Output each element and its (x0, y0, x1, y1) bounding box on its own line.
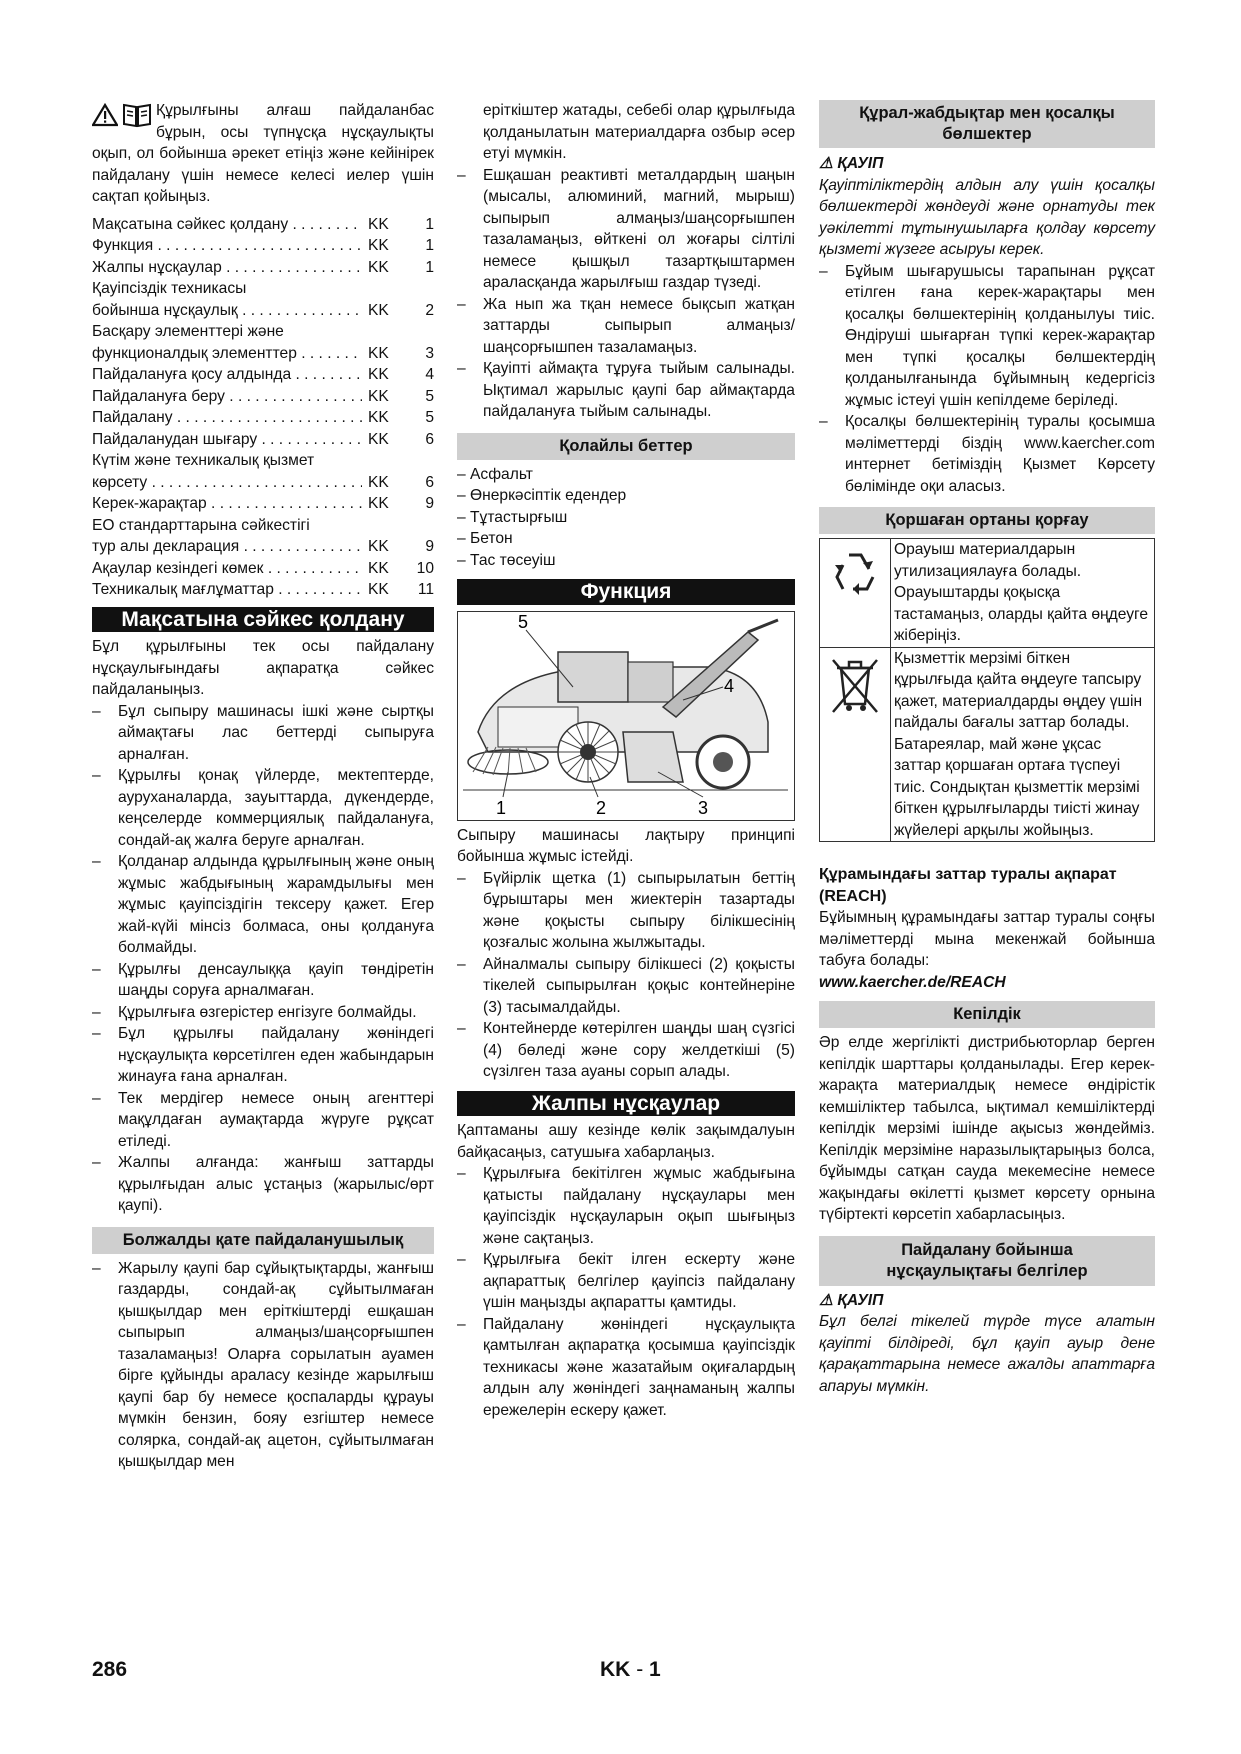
environment-text-disposal: Қызметтік мерзімі біткен құрылғыда қайта өңдеуге тапсыру қажет, материалдарды өңдеу үшін пайдалы бағалы заттар болады. Батареялар, май және ұқсас заттар қоршаған ортаға түспеуі тиіс. Сондықтан қызметтік мерзімі біткен құрылғыларды тиісті жинау жүйелері арқылы жойыңыз. (894, 649, 1143, 839)
warranty-text: Әр елде жергілікті дистрибьюторлар берген кепілдік шарттары қолданылады. Егер керек-жарақта материалдық немесе өндірістік кемшіліктер табылса, ықтимал кемшіліктерді кепілдік мерзімі ішінде ақысыз жөндейміз. Кепілдік мерзіміне наразылықтарыңыз болса, бұйымды сатқан сауда мекемесіне немесе жақындағы өкілетті қызмет көрсету орнына түбіртекті көрсетіп хабарласыңыз. (819, 1034, 1155, 1223)
list-item: – Бұл құрылғы пайдалану жөніндегі нұсқаулықта көрсетілген еден жабындарын жинауға ғана арналған. (92, 1025, 434, 1085)
danger-text: Қауіптіліктердің алдын алу үшін қосалқы бөлшектерді жөндеуді және орнатуды тек уәкілетті тұтынушыларға қолдау көрсету қызметі жүзеге асыруы керек. (819, 176, 1155, 258)
warning-triangle-icon (92, 103, 118, 127)
figure-label-2: 2 (596, 797, 607, 818)
list-item: – Жарылу қаупі бар сұйықтықтарды, жанғыш газдарды, сондай-ақ сұйытылмаған қышқылдар мен еріткіштерді ешқашан сыпырып алмаңыз/шаңсорғышпен тазаламаңыз! Оларға сорылатын ауамен бірге құйынды араласу кезінде жарылғыш қаупі бар бу немесе қоспаларды құрауы мүмкін бензин, бояу езгіштер немесе солярка, сондай-ақ ацетон, сұйытылмаған қышқылдар мен (92, 1259, 434, 1470)
heading-environment: Қоршаған ортаны қорғау (819, 507, 1155, 534)
accessories-list (819, 261, 1155, 498)
list-item: – Қауіпті аймақта тұруға тыйым салынады. Ықтимал жарылыс қаупі бар аймақтарда пайдалануға тыйым салынады. (457, 360, 795, 420)
toc-entry: Функция . . . KK 1 (92, 235, 434, 257)
heading-misuse: Болжалды қате пайдаланушылық (92, 1227, 434, 1254)
crossed-bin-icon (827, 654, 883, 718)
list-item: – Бүйірлік щетка (1) сыпырылатын беттің бұрыштары мен жиектерін тазартады және қоқысты сыпыру білікшесінің қозғалыс жолына жылжытады. (457, 869, 795, 951)
list-item: – Өнеркәсіптік едендер (457, 487, 627, 504)
table-of-contents (92, 214, 434, 601)
intro-block (92, 100, 434, 208)
warning-triangle-icon: ⚠ (819, 1291, 833, 1309)
danger-label: ⚠ ҚАУІП (819, 155, 884, 172)
manual-book-icon (122, 102, 152, 128)
table-row (820, 539, 1154, 648)
toc-entry-line: Қауіпсіздік техникасы (92, 280, 247, 297)
list-item: – Тек мердігер немесе оның агенттері мақұлдаған аумақтарда жүруге рұқсат етіледі. (92, 1089, 434, 1150)
environment-table (819, 538, 1155, 842)
intro-text: пайдаланбас бұрын, осы түпнұсқа нұсқаулықты оқып, ол бойынша әрекет етіңіз және кейінірек пайдалану үшін немесе келесі иелер үшін сақтап қойыңыз. (92, 102, 434, 205)
intro-title: Құрылғыны алғаш (156, 102, 312, 119)
toc-entry: Пайдалануға беру . . . KK 5 (92, 386, 434, 408)
surfaces-list (457, 464, 795, 572)
warning-manual-symbols (92, 102, 152, 128)
general-list (457, 1163, 795, 1421)
heading-surfaces: Қолайлы беттер (457, 433, 795, 460)
reach-text: Бұйымның құрамындағы заттар туралы соңғы мәліметтерді мына мекенжай бойынша табуға болады: (819, 909, 1155, 969)
toc-entry: Мақсатына сәйкес қолдану . . . KK 1 (92, 214, 434, 236)
list-item: – Құрылғыға өзгерістер енгізуге болмайды. (92, 1003, 417, 1021)
list-item: – Бұйым шығарушысы тарапынан рұқсат етілген ғана керек-жарақтары мен қосалқы бөлшектерінің қолданылуы тиіс. Өндіруші шығарған түпкі керек-жарақтар мен түпкі қосалқы бөлшектердің қолданылғанында бұйымның кедергісіз жұмыс істеуі үшін кепілдеме беріледі. (819, 262, 1155, 409)
intended-use-list (92, 701, 434, 1217)
toc-entry: Ақаулар кезіндегі көмек . . . KK 10 (92, 558, 434, 580)
figure-label-5: 5 (518, 611, 529, 632)
column-right (819, 100, 1155, 1397)
list-item: – Пайдалану жөніндегі нұсқаулықта қамтылған ақпаратқа қосымша қауіпсіздік техникасы және жазатайым оқиғалардың алдын алу жөніндегі заңнаманың жалпы ережелерін ескеру қажет. (457, 1315, 795, 1419)
list-item: – Құрылғы денсаулыққа қауіп төндіретін шаңды соруға арналмаған. (92, 960, 434, 999)
list-item: – Бұл сыпыру машинасы ішкі және сыртқы аймақтағы лас беттерді сыпыруға арналған. (92, 702, 434, 763)
toc-entry: Техникалық мағлұматтар . . . KK 11 (92, 579, 434, 601)
list-item: – Жа нып жа тқан немесе бықсып жатқан заттарды сыпырып алмаңыз/шаңсорғышпен тазаламаңыз. (457, 295, 795, 356)
symbols-text: Бұл белгі тікелей түрде түсе алатын қауіпті білдіреді, бұл қауіп ауыр дене қарақаттарына немесе ажалды апаттарға апаруы мүмкін. (819, 1313, 1155, 1395)
toc-entry: Пайдаланудан шығару . . . KK 6 (92, 429, 434, 451)
heading-accessories: Құрал-жабдықтар мен қосалқы бөлшектер (819, 100, 1155, 148)
figure-label-3: 3 (698, 797, 709, 818)
toc-entry: Керек-жарақтар . . . KK 9 (92, 493, 434, 515)
column-left (92, 100, 434, 1473)
column-middle (457, 100, 795, 1421)
section-marker: KK - 1 (600, 1658, 661, 1681)
list-item: – Тұтастырғыш (457, 508, 568, 526)
figure-label-4: 4 (724, 675, 735, 696)
environment-text-packaging: Орауыш материалдарын утилизациялауға болады. Орауыштарды қоқысқа тастамаңыз, оларды қайта өңдеуге жіберіңіз. (894, 541, 1149, 644)
sweeper-illustration (458, 612, 795, 820)
list-item: – Құрылғыға бекіт ілген ескерту және ақпараттық белгілер қауіпсіз пайдалану үшін маңызды ақпаратты қамтиды. (457, 1251, 795, 1311)
list-item: – Айналмалы сыпыру білікшесі (2) қоқысты тікелей сыпырылған қоқыс контейнеріне (3) тасымалдайды. (457, 955, 795, 1016)
danger-label: ⚠ ҚАУІП (819, 1291, 884, 1309)
list-item: – Жалпы алғанда: жанғыш заттарды құрылғыдан алыс ұстаңыз (жарылыс/өрт қаупі). (92, 1154, 434, 1214)
toc-entry-line: Басқару элементтері және (92, 323, 284, 340)
list-item: – Тас төсеуіш (457, 551, 556, 569)
figure-label-1: 1 (496, 797, 507, 818)
sweeper-figure (457, 611, 795, 821)
toc-entry: тур алы декларация . . . KK 9 (92, 536, 434, 558)
heading-general: Жалпы нұсқаулар (457, 1091, 795, 1117)
heading-warranty: Кепілдік (819, 1001, 1155, 1028)
function-list (457, 868, 795, 1083)
intended-use-intro: Бұл құрылғыны тек осы пайдалану нұсқаулығындағы ақпаратқа сәйкес пайдаланыңыз. (92, 638, 434, 698)
table-row (820, 648, 1154, 842)
recycle-icon (827, 545, 883, 601)
reach-link[interactable]: www.kaercher.de/REACH (819, 973, 1006, 991)
list-item: – Ешқашан реактивті металдардың шаңын (мысалы, алюминий, магний, мырыш) сыпырып алмаңыз/шаңсорғышпен тазаламаңыз, өйткені ол жоғары сілтілі немесе қышқыл тазартқыштармен араласқанда жарылғыш газдар түзеді. (457, 166, 795, 291)
toc-entry: функционалдық элементтер . . . KK 3 (92, 343, 434, 365)
list-item: – Қолданар алдында құрылғының және оның жұмыс жабдығының жарамдылығы мен жұмыс қауіпсіздігін тексеру қажет. Егер жай-күйі мінсіз болмаса, оны қолдануға болмайды. (92, 853, 434, 956)
list-item: – Бетон (457, 530, 513, 547)
toc-entry-line: ЕО стандарттарына сәйкестігі (92, 516, 310, 534)
toc-entry: бойынша нұсқаулық . . . KK 2 (92, 300, 434, 322)
heading-intended-use: Мақсатына сәйкес қолдану (92, 607, 434, 633)
list-item: – Құрылғыға бекітілген жұмыс жабдығына қатысты пайдалану нұсқаулары мен қауіпсіздік нұсқауларын оқып шығыңыз және сақтаңыз. (457, 1165, 795, 1247)
page-number: 286 (92, 1658, 128, 1681)
list-item: – Қосалқы бөлшектерінің туралы қосымша мәліметтерді біздің www.kaercher.com интернет бетіміздің Қызмет Көрсету бөлімінде оқи аласыз. (819, 413, 1155, 495)
toc-entry: Пайдалану . . . KK 5 (92, 407, 434, 429)
heading-function: Функция (457, 579, 795, 605)
list-item: – Асфальт (457, 465, 533, 483)
list-item: – Құрылғы қонақ үйлерде, мектептерде, ауруханаларда, зауыттарда, дүкендерде, кеңселерде коммерциялық пайдалануға, сондай-ақ жалға беруге арналған. (92, 767, 434, 849)
general-intro: Қаптаманы ашу кезінде көлік зақымдалуын байқасаңыз, сатушыға хабарлаңыз. (457, 1122, 795, 1161)
heading-reach: Құрамындағы заттар туралы ақпарат (REACH) (819, 866, 1117, 905)
toc-entry: көрсету . . . KK 6 (92, 472, 434, 494)
toc-entry-line: Күтім және техникалық қызмет (92, 452, 315, 469)
heading-symbols: Пайдалану бойынша нұсқаулықтағы белгілер (819, 1236, 1155, 1286)
toc-entry: Жалпы нұсқаулар . . . KK 1 (92, 257, 434, 279)
function-intro: Сыпыру машинасы лақтыру принципі бойынша жұмыс істейді. (457, 826, 795, 865)
list-item: еріткіштер жатады, себебі олар құрылғыда қолданылатын материалдарға озбыр әсер етуі мүмкін. (483, 102, 795, 162)
list-item: – Контейнерде көтерілген шаңды шаң сүзгісі (4) бөледі және сору желдеткіші (5) сүзілген таза ауаны сорып алады. (457, 1020, 795, 1080)
warning-triangle-icon: ⚠ (819, 155, 833, 172)
toc-entry: Пайдалануға қосу алдында . . . KK 4 (92, 364, 434, 386)
